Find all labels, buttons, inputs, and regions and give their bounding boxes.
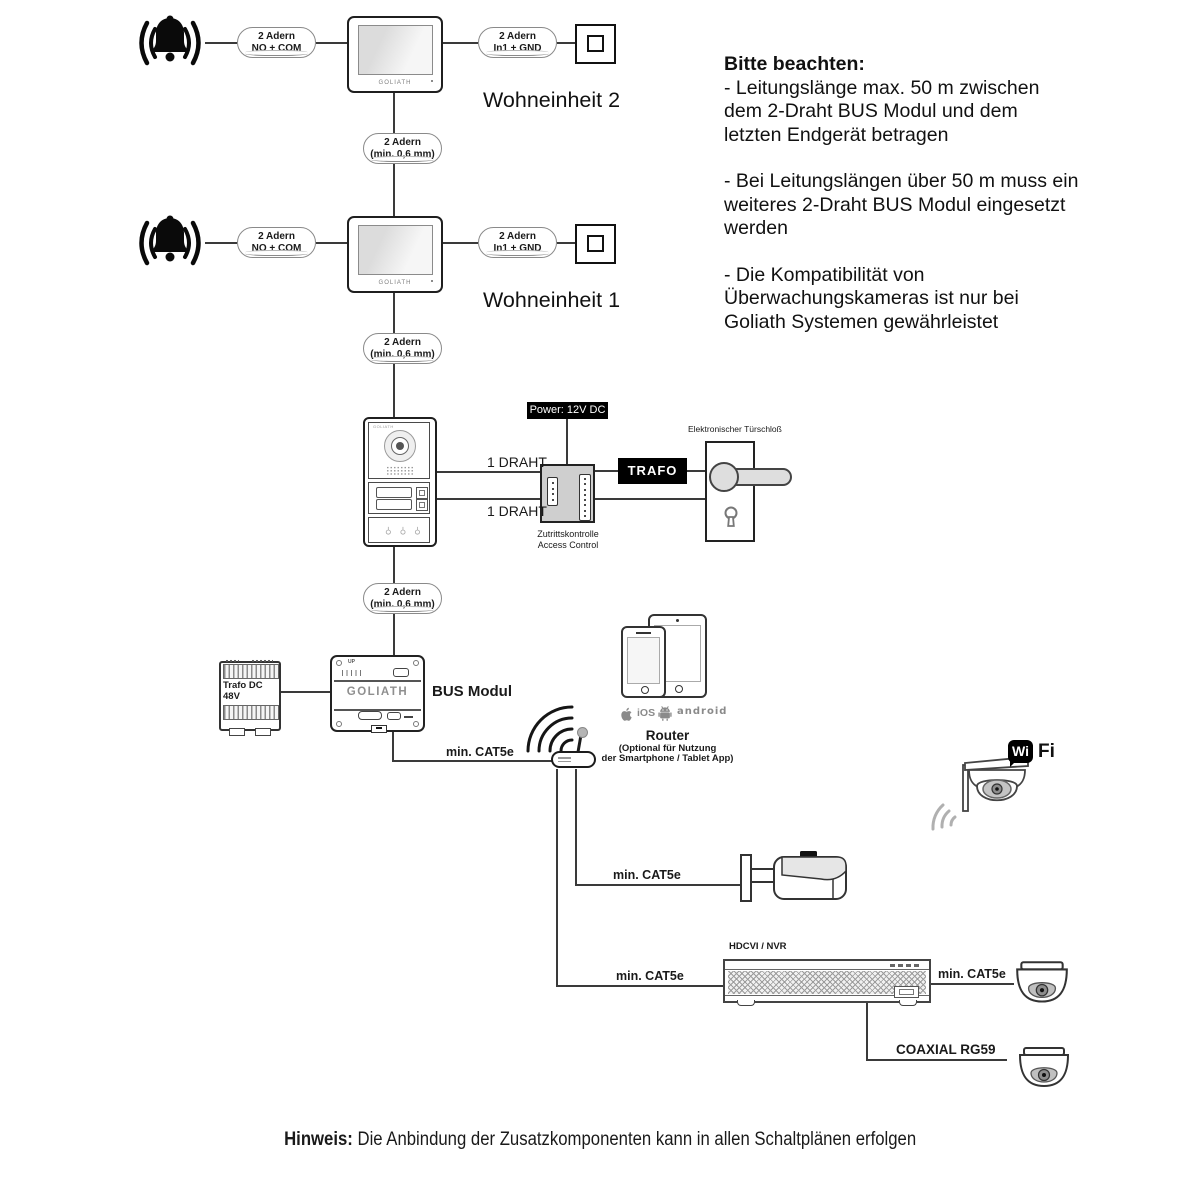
wire-label-draht: 1 DRAHT [487, 503, 547, 519]
android-logo-icon [656, 704, 674, 722]
wire-label-pill: 2 Adern NO + COM [237, 227, 316, 258]
unit1-label: Wohneinheit 1 [483, 288, 621, 312]
bus-modul-label: BUS Modul [432, 683, 512, 700]
door-station [363, 417, 437, 547]
router-label: Router [645, 728, 690, 743]
footer-note-text: Die Anbindung der Zusatzkomponenten kann in allen Schaltplänen erfolgen [352, 1129, 917, 1150]
wire [557, 42, 575, 44]
bottom-connector [371, 725, 387, 733]
power-led [431, 280, 433, 282]
unit2-label: Wohneinheit 2 [483, 88, 621, 112]
nvr-foot [737, 1000, 755, 1006]
wire [393, 363, 395, 417]
nvr-foot [899, 1000, 917, 1006]
door-station-buttons-section [368, 482, 430, 514]
nameplate [376, 499, 412, 510]
wire [930, 983, 1014, 985]
wire [392, 732, 394, 761]
wifi-wi-badge: Wi [1008, 740, 1033, 763]
wire [316, 42, 347, 44]
wire [316, 242, 347, 244]
router-device [551, 751, 596, 768]
wifi-waves-icon [518, 697, 578, 755]
usb-port [894, 986, 919, 998]
access-control-module [540, 464, 595, 523]
door-station-access-section [368, 517, 430, 543]
screw-icon [413, 660, 419, 666]
trafo-label: Trafo DC 48V [223, 680, 263, 702]
android-label: android [677, 706, 728, 717]
wire [575, 884, 744, 886]
router-sublabel: (Optional für Nutzung [618, 743, 717, 754]
pushbutton-icon [575, 224, 616, 264]
trafo-tag: TRAFO [618, 458, 687, 484]
led-indicator [890, 964, 895, 967]
notes-heading: Bitte beachten: [724, 53, 865, 75]
terminal-dots [251, 659, 273, 663]
monitor-screen [358, 25, 433, 75]
wifi-fi-label: Fi [1038, 741, 1055, 762]
touch-key-icons: ⚲⚲⚲ [377, 526, 421, 536]
wire [866, 1059, 1007, 1061]
wire [595, 470, 618, 472]
door-lock-label: Elektronischer Türschloß [688, 424, 782, 434]
dome-camera-icon [1014, 1044, 1074, 1098]
coaxial-label: COAXIAL RG59 [896, 1042, 996, 1057]
wire [595, 498, 706, 500]
nameplate [376, 487, 412, 498]
brand-logo: GOLIATH [373, 424, 394, 429]
cat5e-label: min. CAT5e [613, 868, 681, 882]
footer-note-label: Hinweis: [283, 1129, 353, 1150]
wire-label-pill: 2 Adern In1 + GND [478, 227, 557, 258]
doorbell-icon [133, 210, 207, 276]
speaker-grille-icon [386, 466, 413, 476]
wire [443, 42, 478, 44]
indoor-monitor-unit2 [347, 16, 443, 93]
wire [443, 242, 478, 244]
wire [557, 242, 575, 244]
cat5e-label: min. CAT5e [616, 969, 684, 983]
trafo-dc-48v [219, 661, 281, 731]
wire [866, 1003, 868, 1061]
nvr-device [723, 959, 931, 1003]
wire [393, 93, 395, 133]
notes-block: Bitte beachten: - Leitungslänge max. 50 m zwischen dem 2-Draht BUS Modul und dem letzten Endgerät betragen - Bei Leitungslängen über 50 m muss ein weiteres 2-Draht BUS Modul eingesetzt werden - Die Kompatibilität von Überwachungskameras ist nur bei Goliath Systemen gewährleistet [724, 53, 1114, 334]
wire [205, 42, 237, 44]
ios-label: iOS [637, 707, 656, 719]
din-clip [229, 728, 245, 736]
keyhole-icon [722, 506, 740, 530]
apple-logo-icon [616, 704, 634, 724]
wire [281, 691, 330, 693]
wifi-badge-tail [1010, 760, 1017, 767]
din-clip [255, 728, 271, 736]
port-icon [387, 712, 401, 720]
pushbutton-icon [575, 24, 616, 64]
wire [392, 760, 553, 762]
led-indicator [906, 964, 911, 967]
port-icon [393, 668, 409, 677]
indoor-monitor-unit1 [347, 216, 443, 293]
smartphone-device [621, 626, 666, 698]
screw-icon [336, 660, 342, 666]
terminal-marks [342, 670, 364, 676]
footer-note [0, 1129, 1200, 1151]
wire [556, 769, 558, 987]
wire [437, 498, 540, 500]
port-icon [358, 711, 382, 720]
cat5e-label: min. CAT5e [446, 745, 514, 759]
call-button [416, 487, 428, 499]
wire [393, 293, 395, 333]
wire-label-pill: 2 Adern NO + COM [237, 27, 316, 58]
wire [566, 419, 568, 464]
brand-logo: GOLIATH [346, 686, 409, 698]
up-marking: UP [348, 659, 355, 665]
power-tag: Power: 12V DC [527, 402, 608, 419]
wire-label-pill: 2 Adern (min. 0,6 mm) [363, 583, 442, 614]
terminal-strip [547, 477, 558, 506]
wire [575, 769, 577, 886]
screw-icon [413, 721, 419, 727]
dome-camera-icon [1011, 958, 1073, 1014]
wire-label-pill: 2 Adern (min. 0,6 mm) [363, 333, 442, 364]
wire [393, 163, 395, 216]
antenna-tip [577, 727, 588, 738]
screw-icon [336, 721, 342, 727]
wire-label-draht: 1 DRAHT [487, 454, 547, 470]
wire [687, 470, 706, 472]
monitor-screen [358, 225, 433, 275]
led-indicator [914, 964, 919, 967]
access-control-label: Zutrittskontrolle Access Control [537, 529, 599, 550]
led-indicator [898, 964, 903, 967]
bullet-camera-icon [738, 848, 856, 908]
wire [205, 242, 237, 244]
power-led [431, 80, 433, 82]
wire [393, 613, 395, 655]
wire [393, 547, 395, 583]
wire-label-pill: 2 Adern (min. 0,6 mm) [363, 133, 442, 164]
port-icon [404, 716, 413, 719]
wire-label-pill: 2 Adern In1 + GND [478, 27, 557, 58]
brand-logo: GOLIATH [378, 80, 412, 86]
wire [556, 985, 723, 987]
terminal-strip [579, 474, 591, 521]
bus-modul [330, 655, 425, 732]
wire [437, 471, 540, 473]
router-sublabel: der Smartphone / Tablet App) [601, 753, 734, 764]
call-button [416, 499, 428, 511]
door-handle-icon [707, 460, 795, 494]
nvr-label: HDCVI / NVR [729, 941, 787, 952]
brand-logo: GOLIATH [378, 280, 412, 286]
door-station-camera-section [368, 422, 430, 479]
cat5e-label: min. CAT5e [938, 967, 1006, 981]
doorbell-icon [133, 10, 207, 76]
terminal-dots [225, 659, 239, 663]
